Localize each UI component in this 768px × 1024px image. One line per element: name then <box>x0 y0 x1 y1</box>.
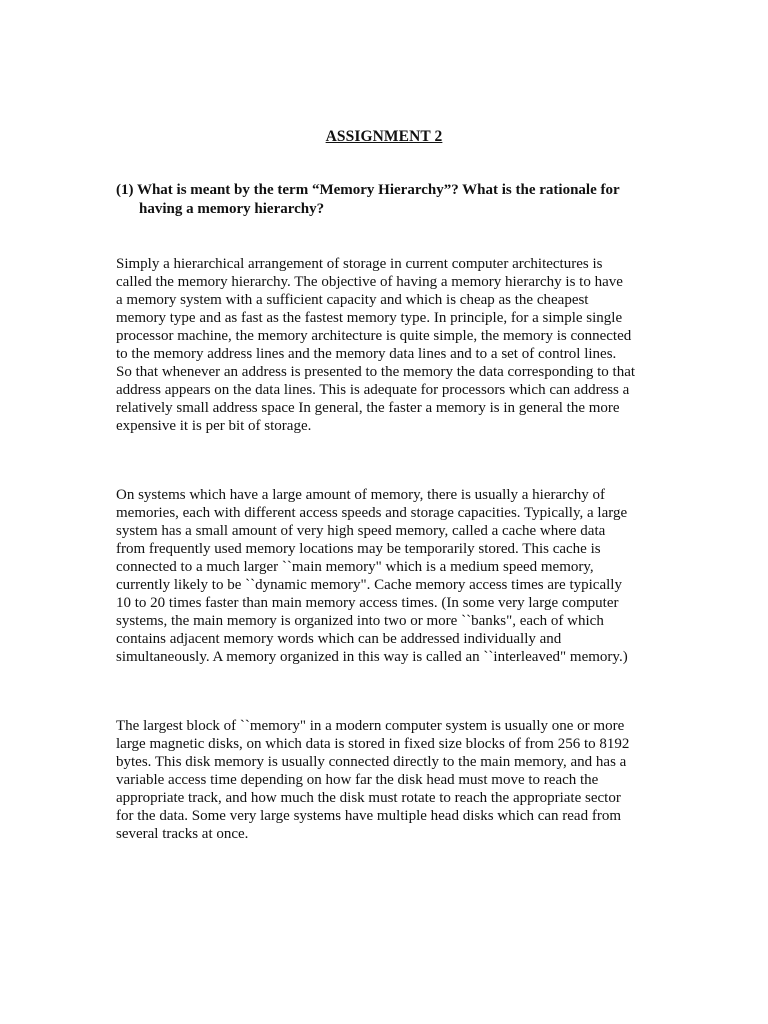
paragraph-line: systems, the main memory is organized into two or more ``banks", each of which <box>116 613 604 629</box>
question-heading <box>116 181 656 219</box>
paragraph-line: from frequently used memory locations may be temporarily stored. This cache is <box>116 541 601 557</box>
paragraph-line: processor machine, the memory architecture is quite simple, the memory is connected <box>116 328 632 344</box>
paragraph-line: So that whenever an address is presented to the memory the data corresponding to that <box>116 364 636 380</box>
paragraph-line: currently likely to be ``dynamic memory". Cache memory access times are typically <box>116 577 622 593</box>
paragraph-line: several tracks at once. <box>116 826 249 842</box>
paragraph-line: relatively small address space In general, the faster a memory is in general the more <box>116 400 620 416</box>
paragraph-line: contains adjacent memory words which can be addressed individually and <box>116 631 562 647</box>
paragraph-line: 10 to 20 times faster than main memory access times. (In some very large computer <box>116 595 619 611</box>
paragraph-line: The largest block of ``memory" in a modern computer system is usually one or more <box>116 718 625 734</box>
paragraph-line: a memory system with a sufficient capacity and which is cheap as the cheapest <box>116 292 589 308</box>
paragraph-line: system has a small amount of very high speed memory, called a cache where data <box>116 523 606 539</box>
paragraph-line: called the memory hierarchy. The objective of having a memory hierarchy is to have <box>116 274 623 290</box>
paragraph-line: appropriate track, and how much the disk must rotate to reach the appropriate sector <box>116 790 621 806</box>
paragraph-line: bytes. This disk memory is usually connected directly to the main memory, and has a <box>116 754 627 770</box>
question-line: (1) What is meant by the term “Memory Hierarchy”? What is the rationale for <box>116 182 620 198</box>
paragraph-line: memories, each with different access speeds and storage capacities. Typically, a large <box>116 505 628 521</box>
question-line: having a memory hierarchy? <box>139 201 325 217</box>
paragraph-line: simultaneously. A memory organized in this way is called an ``interleaved" memory.) <box>116 649 628 665</box>
paragraph-line: connected to a much larger ``main memory" which is a medium speed memory, <box>116 559 594 575</box>
paragraph-line: memory type and as fast as the fastest memory type. In principle, for a simple single <box>116 310 623 326</box>
paragraph-line: variable access time depending on how far the disk head must move to reach the <box>116 772 599 788</box>
paragraph-line: address appears on the data lines. This is adequate for processors which can address a <box>116 382 630 398</box>
paragraph-line: Simply a hierarchical arrangement of storage in current computer architectures is <box>116 256 603 272</box>
paragraph-line: expensive it is per bit of storage. <box>116 418 312 434</box>
paragraph-cache-memory <box>116 486 676 666</box>
paragraph-line: for the data. Some very large systems have multiple head disks which can read from <box>116 808 621 824</box>
paragraph-line: On systems which have a large amount of memory, there is usually a hierarchy of <box>116 487 606 503</box>
assignment-title: ASSIGNMENT 2 <box>325 128 443 145</box>
paragraph-disk-memory <box>116 717 676 843</box>
paragraph-line: to the memory address lines and the memory data lines and to a set of control lines. <box>116 346 617 362</box>
paragraph-memory-hierarchy <box>116 255 676 435</box>
paragraph-line: large magnetic disks, on which data is stored in fixed size blocks of from 256 to 8192 <box>116 736 630 752</box>
